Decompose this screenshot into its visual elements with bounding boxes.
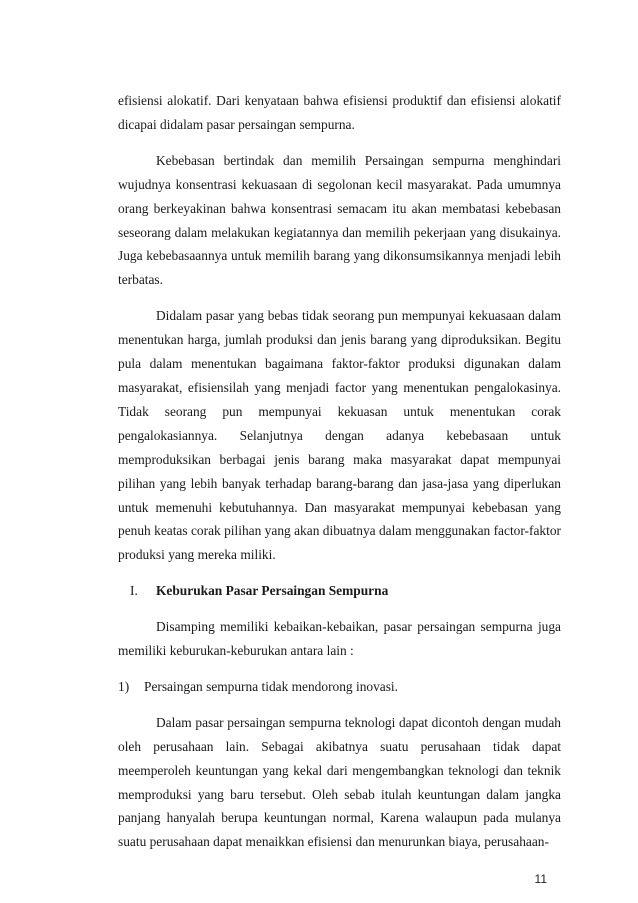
list-item-inovasi [118, 675, 561, 699]
paragraph-disamping: Disamping memiliki kebaikan-kebaikan, pasar persaingan sempurna juga memiliki keburukan-keburukan antara lain : [118, 619, 561, 659]
paragraph-kebebasan-bertindak: Kebebasan bertindak dan memilih Persaingan sempurna menghindari wujudnya konsentrasi kekuasaan di segolonan kecil masyarakat. Pada umumnya orang berkeyakinan bahwa konsentrasi semacam itu akan membatasi kebebasan seseorang dalam melakukan kegiatannya dan memilih pekerjaan yang disukainya. Juga kebebasaannya untuk memilih barang yang dikonsumsikannya menjadi lebih terbatas. [118, 152, 561, 288]
page-number: 11 [534, 872, 547, 886]
section-heading-number: I. [130, 583, 138, 599]
paragraph-teknologi: Dalam pasar persaingan sempurna teknologi dapat dicontoh dengan mudah oleh perusahaan lain. Sebagai akibatnya suatu perusahaan tidak dapat meemperoleh keuntungan yang kekal dari mengembangkan teknologi dan teknik memproduksi yang baru tersebut. Oleh sebab itulah keuntungan dalam jangka panjang hanyalah berupa keuntungan normal, Karena walaupun pada mulanya suatu perusahaan dapat menaikkan efisiensi dan menurunkan biaya, perusahaan- [118, 714, 561, 850]
list-item-number: 1) [118, 678, 130, 694]
paragraph-pasar-bebas: Didalam pasar yang bebas tidak seorang pun mempunyai kekuasaan dalam menentukan harga, jumlah produksi dan jenis barang yang diproduksikan. Begitu pula dalam menentukan bagaimana faktor-faktor produksi digunakan dalam masyarakat, efisiensilah yang menjadi factor yang menentukan pengalokasinya. Tidak seorang pun mempunyai kekuasan untuk menentukan corak pengalokasiannya. Selanjutnya dengan adanya kebebasaan untuk memproduksikan berbagai jenis barang maka masyarakat dapat mempunyai pilihan yang lebih banyak terhadap barang-barang dan jasa-jasa yang diperlukan untuk memenuhi kebutuhannya. Dan masyarakat mempunyai kebebasan yang penuh keatas corak pilihan yang akan dibuatnya dalam menggunakan factor-faktor produksi yang mereka miliki. [118, 308, 561, 563]
section-heading-title: Keburukan Pasar Persaingan Sempurna [156, 583, 389, 599]
section-heading [118, 579, 561, 603]
paragraph-efisiensi-alokatif: efisiensi alokatif. Dari kenyataan bahwa efisiensi produktif dan efisiensi alokatif dicapai didalam pasar persaingan sempurna. [118, 93, 561, 132]
page-content [118, 89, 561, 854]
list-item-text: Persaingan sempurna tidak mendorong inovasi. [144, 678, 398, 694]
